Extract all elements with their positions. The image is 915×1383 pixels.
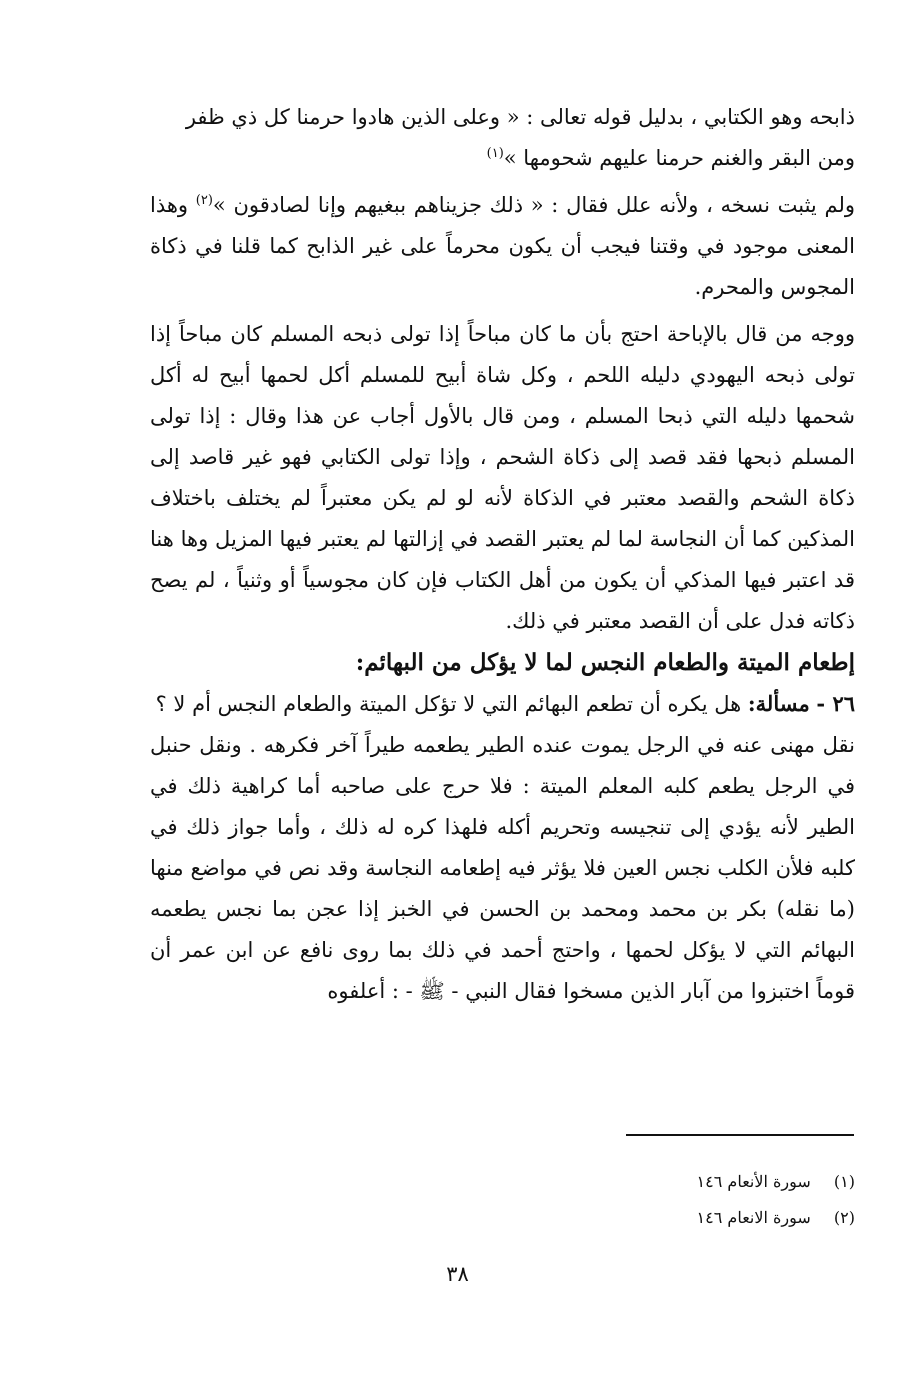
footnote-2-text: سورة الانعام ١٤٦ [696, 1208, 811, 1227]
footnote-ref-2: (٢) [195, 193, 213, 208]
paragraph-final: نقل مهنى عنه في الرجل يموت عنده الطير يطعمه طيراً آخر فكرهه . ونقل حنبل في الرجل يطعم كلبه المعلم الميتة : فلا حرج على صاحبه أما كراهية ذلك في الطير لأنه يؤدي إلى تنجيسه وتحريم أكله فلهذا كره له ذلك ، وأما جواز ذلك في كلبه فلأن الكلب نجس العين فلا يؤثر فيه إطعامه النجاسة وقد نص في مواضع منها (ما نقله) بكر بن محمد ومحمد بن الحسن في الخبز إذا عجن بما نجس يطعمه البهائم التي لا يؤكل لحمها ، واحتج أحمد في ذلك بما روى نافع عن ابن عمر أن قوماً اختبزوا من آبار الذين مسخوا فقال النبي - ﷺ - : أعلفوه [150, 733, 855, 1003]
paragraph-1 [150, 97, 855, 179]
footnote-ref-1: (١) [486, 146, 504, 161]
page-number: ٣٨ [446, 1262, 469, 1286]
paragraph-1-line-1: ذابحه وهو الكتابي ، بدليل قوله تعالى : « وعلى الذين هادوا حرمنا كل ذي ظفر [185, 105, 855, 129]
question-block [150, 683, 855, 725]
paragraph-2-part-2: وهذا المعنى موجود في وقتنا فيجب أن يكون محرماً على غير الذابح كما قلنا في ذكاة المجوس والمحرم. [150, 193, 855, 299]
question-label: مسألة: [747, 691, 810, 716]
paragraph-3: ووجه من قال بالإباحة احتج بأن ما كان مباحاً إذا تولى ذبحه المسلم كان مباحاً إذا تولى ذبحه اليهودي دليله اللحم ، وكل شاة أبيح للمسلم أكل لحمها أبيح له أكل شحمها دليله التي ذبحا المسلم ، ومن قال بالأول أجاب عن هذا وقال : إذا تولى المسلم ذبحها فقد قصد إلى ذكاة الشحم ، وإذا تولى الكتابي فهو غير قاصد إلى ذكاة الشحم والقصد معتبر في الذكاة لأنه لو لم يكن معتبراً لم يختلف باختلاف المذكين كما أن النجاسة لما لم يعتبر القصد في إزالتها لم يعتبر فيها المزيل وها هنا قد اعتبر فيها المذكي أن يكون من أهل الكتاب فإن كان مجوسياً أو وثنياً ، لم يصح ذكاته فدل على أن القصد معتبر في ذلك. [150, 322, 855, 633]
main-text [150, 97, 855, 1012]
paragraph-2 [150, 185, 855, 308]
section-heading: إطعام الميتة والطعام النجس لما لا يؤكل من البهائم: [355, 649, 855, 676]
footnote-2 [500, 1200, 855, 1236]
question-text: هل يكره أن تطعم البهائم التي لا تؤكل الميتة والطعام النجس أم لا ؟ [155, 692, 742, 716]
footnote-1-mark: (١) [833, 1172, 855, 1191]
footnote-divider [626, 1134, 854, 1136]
footnote-2-mark: (٢) [833, 1208, 855, 1227]
footnote-1-text: سورة الأنعام ١٤٦ [696, 1172, 811, 1191]
question-number: ٢٦ - [816, 691, 855, 716]
footnotes [500, 1164, 855, 1236]
footnote-1 [500, 1164, 855, 1200]
paragraph-1-line-2: ومن البقر والغنم حرمنا عليهم شحومها » [503, 146, 855, 170]
paragraph-2-part-1: ولم يثبت نسخه ، ولأنه علل فقال : « ذلك جزيناهم ببغيهم وإنا لصادقون » [212, 193, 855, 217]
